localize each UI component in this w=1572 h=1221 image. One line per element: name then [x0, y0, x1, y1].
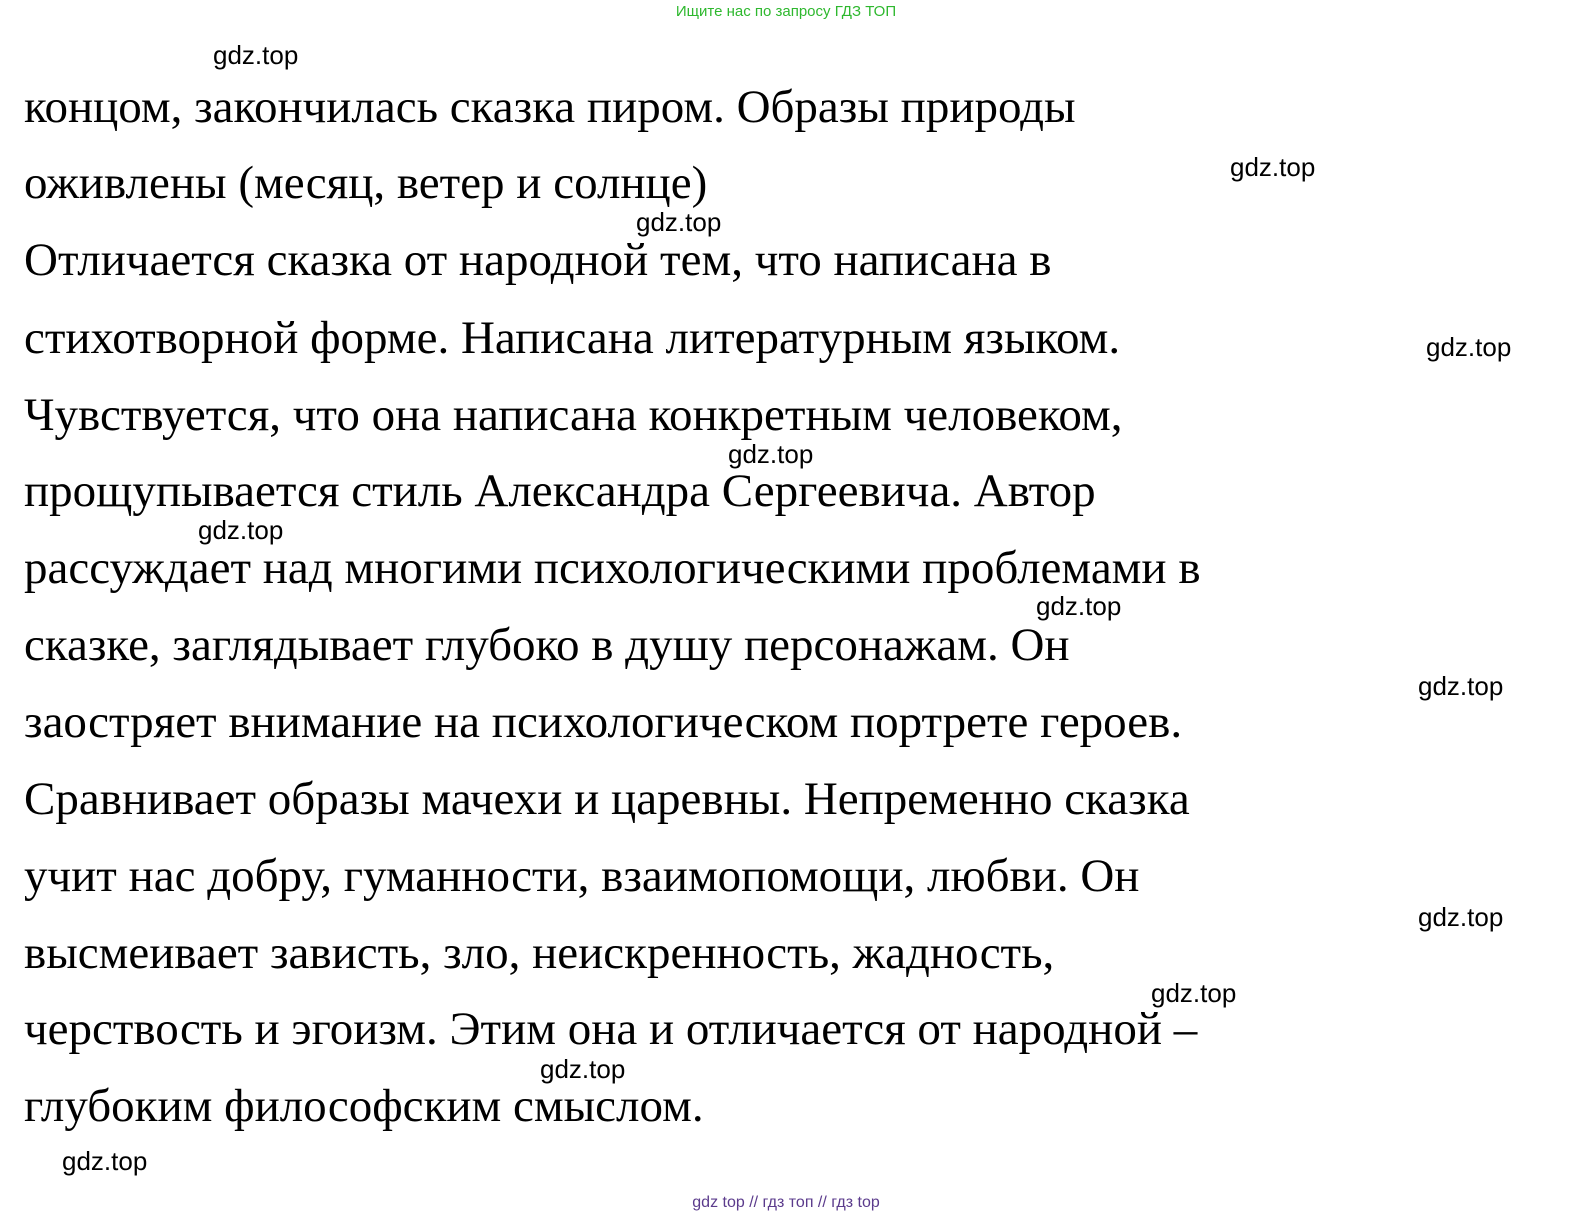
text-line-8: сказке, заглядывает глубоко в душу персонажам. Он: [24, 619, 1070, 671]
watermark: gdz.top: [1418, 902, 1504, 932]
text-line-12: высмеивает зависть, зло, неискренность, жадность,: [24, 927, 1055, 979]
search-banner: Ищите нас по запросу ГДЗ ТОП: [675, 3, 897, 20]
text-line-4: стихотворной форме. Написана литературным языком.: [24, 312, 1121, 364]
text-line-11: учит нас добру, гуманности, взаимопомощи, любви. Он: [24, 850, 1140, 902]
watermark: gdz.top: [1036, 591, 1122, 621]
watermark: gdz.top: [1230, 152, 1316, 182]
text-line-7: рассуждает над многими психологическими проблемами в: [24, 542, 1201, 594]
watermark: gdz.top: [1426, 332, 1512, 362]
footer-links: gdz top // гдз топ // гдз top: [692, 1194, 880, 1211]
watermark: gdz.top: [1151, 978, 1237, 1008]
text-line-13: черствость и эгоизм. Этим она и отличается от народной –: [24, 1003, 1198, 1055]
text-line-6: прощупывается стиль Александра Сергеевича. Автор: [24, 465, 1096, 517]
watermark: gdz.top: [540, 1054, 626, 1084]
text-line-2: оживлены (месяц, ветер и солнце): [24, 157, 708, 209]
text-line-1: концом, закончилась сказка пиром. Образы природы: [24, 81, 1076, 133]
text-line-9: заостряет внимание на психологическом портрете героев.: [24, 696, 1183, 748]
watermark: gdz.top: [198, 515, 284, 545]
text-line-3: Отличается сказка от народной тем, что написана в: [24, 234, 1052, 286]
watermark: gdz.top: [728, 439, 814, 469]
watermark: gdz.top: [1418, 671, 1504, 701]
watermark: gdz.top: [62, 1146, 148, 1176]
watermark: gdz.top: [636, 207, 722, 237]
text-line-14: глубоким философским смыслом.: [24, 1080, 704, 1132]
watermark: gdz.top: [213, 40, 299, 70]
text-line-10: Сравнивает образы мачехи и царевны. Непременно сказка: [24, 773, 1190, 825]
text-line-5: Чувствуется, что она написана конкретным человеком,: [24, 389, 1123, 441]
